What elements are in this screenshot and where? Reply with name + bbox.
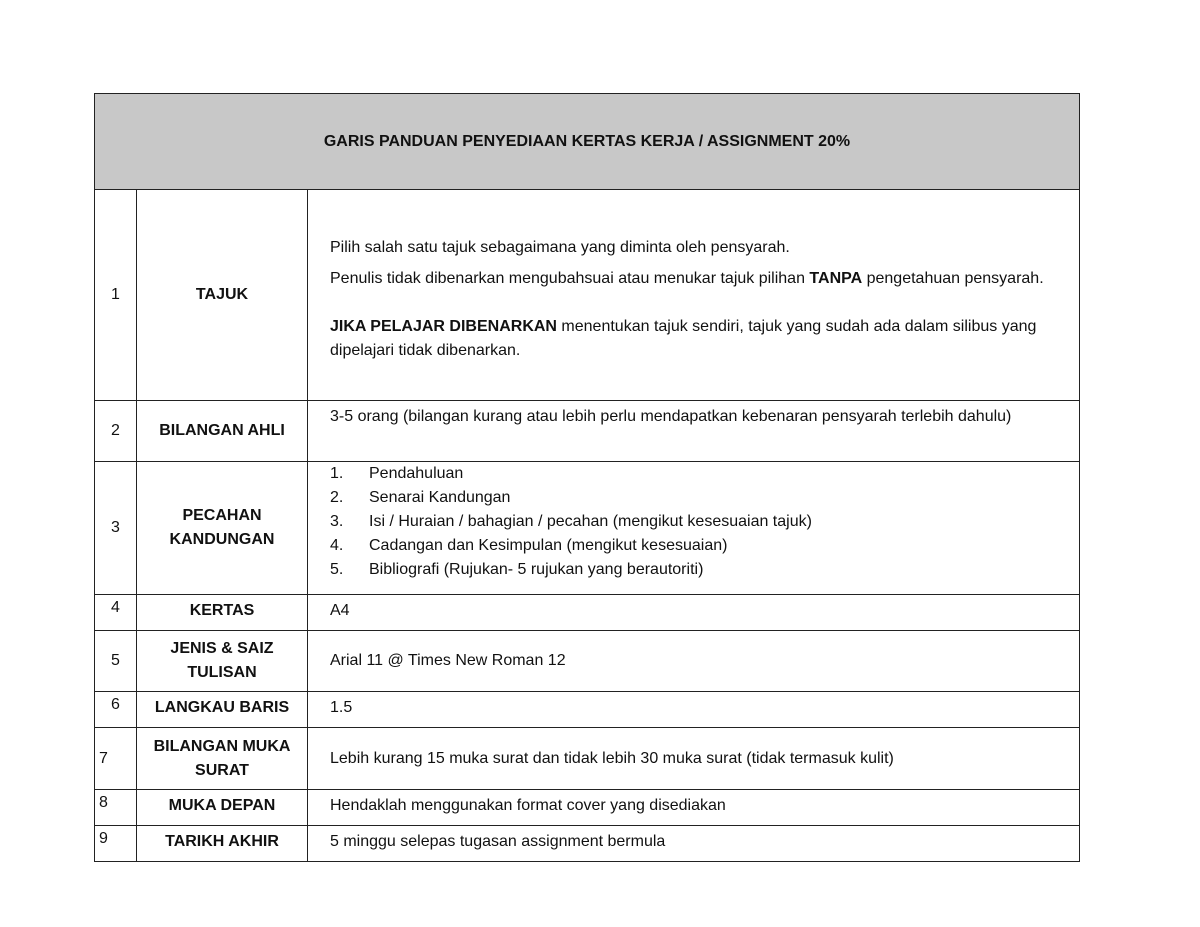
- list-item: 4. Cadangan dan Kesimpulan (mengikut kesesuaian): [330, 537, 728, 554]
- row-number: 2: [95, 401, 137, 462]
- row-content: 3-5 orang (bilangan kurang atau lebih perlu mendapatkan kebenaran pensyarah terlebih dahulu): [308, 401, 1080, 462]
- row-content: [308, 462, 1080, 595]
- row-content: Lebih kurang 15 muka surat dan tidak lebih 30 muka surat (tidak termasuk kulit): [308, 728, 1080, 790]
- row-label: JENIS & SAIZ TULISAN: [137, 631, 308, 692]
- row-number: 7: [95, 728, 137, 790]
- row-label: MUKA DEPAN: [137, 790, 308, 826]
- list-item: 5. Bibliografi (Rujukan- 5 rujukan yang berautoriti): [330, 561, 704, 578]
- paragraph: Pilih salah satu tajuk sebagaimana yang diminta oleh pensyarah.: [330, 238, 790, 256]
- row-number: 9: [95, 826, 137, 862]
- text-run: menentukan tajuk sendiri, tajuk yang sudah ada dalam silibus yang dipelajari tidak dibenarkan.: [330, 317, 1037, 359]
- list-item: 2. Senarai Kandungan: [330, 489, 511, 506]
- row-label: TAJUK: [137, 190, 308, 401]
- table-row: [95, 728, 1080, 790]
- row-label: BILANGAN MUKA SURAT: [137, 728, 308, 790]
- row-content: A4: [308, 595, 1080, 631]
- row-content: [308, 190, 1080, 401]
- table-row: [95, 826, 1080, 862]
- row-label: KERTAS: [137, 595, 308, 631]
- row-label: PECAHAN KANDUNGAN: [137, 462, 308, 595]
- table-row: [95, 692, 1080, 728]
- table-row: [95, 595, 1080, 631]
- row-label: LANGKAU BARIS: [137, 692, 308, 728]
- row-number: 6: [95, 692, 137, 728]
- paragraph: [330, 267, 1069, 291]
- list-item: 1. Pendahuluan: [330, 465, 464, 482]
- row-number: 4: [95, 595, 137, 631]
- section-list: [330, 462, 1069, 582]
- row-number: 1: [95, 190, 137, 401]
- bold-text: TANPA: [809, 269, 863, 287]
- table-row: [95, 190, 1080, 401]
- row-content: Arial 11 @ Times New Roman 12: [308, 631, 1080, 692]
- row-number: 3: [95, 462, 137, 595]
- row-content: 5 minggu selepas tugasan assignment bermula: [308, 826, 1080, 862]
- table-row: [95, 631, 1080, 692]
- bold-text: JIKA PELAJAR DIBENARKAN: [330, 317, 557, 335]
- text-run: pengetahuan pensyarah.: [862, 269, 1044, 287]
- row-number: 8: [95, 790, 137, 826]
- text-run: Penulis tidak dibenarkan mengubahsuai atau menukar tajuk pilihan: [330, 269, 810, 287]
- table-row: [95, 401, 1080, 462]
- list-item: 3. Isi / Huraian / bahagian / pecahan (mengikut kesesuaian tajuk): [330, 513, 812, 530]
- table-row: [95, 462, 1080, 595]
- row-content: Hendaklah menggunakan format cover yang disediakan: [308, 790, 1080, 826]
- title-row: [95, 94, 1080, 190]
- row-label: TARIKH AKHIR: [137, 826, 308, 862]
- row-label: BILANGAN AHLI: [137, 401, 308, 462]
- paragraph: [330, 315, 1069, 363]
- page-title: GARIS PANDUAN PENYEDIAAN KERTAS KERJA / ASSIGNMENT 20%: [95, 94, 1080, 190]
- guideline-table: [94, 93, 1080, 862]
- row-number: 5: [95, 631, 137, 692]
- row-content: 1.5: [308, 692, 1080, 728]
- table-row: [95, 790, 1080, 826]
